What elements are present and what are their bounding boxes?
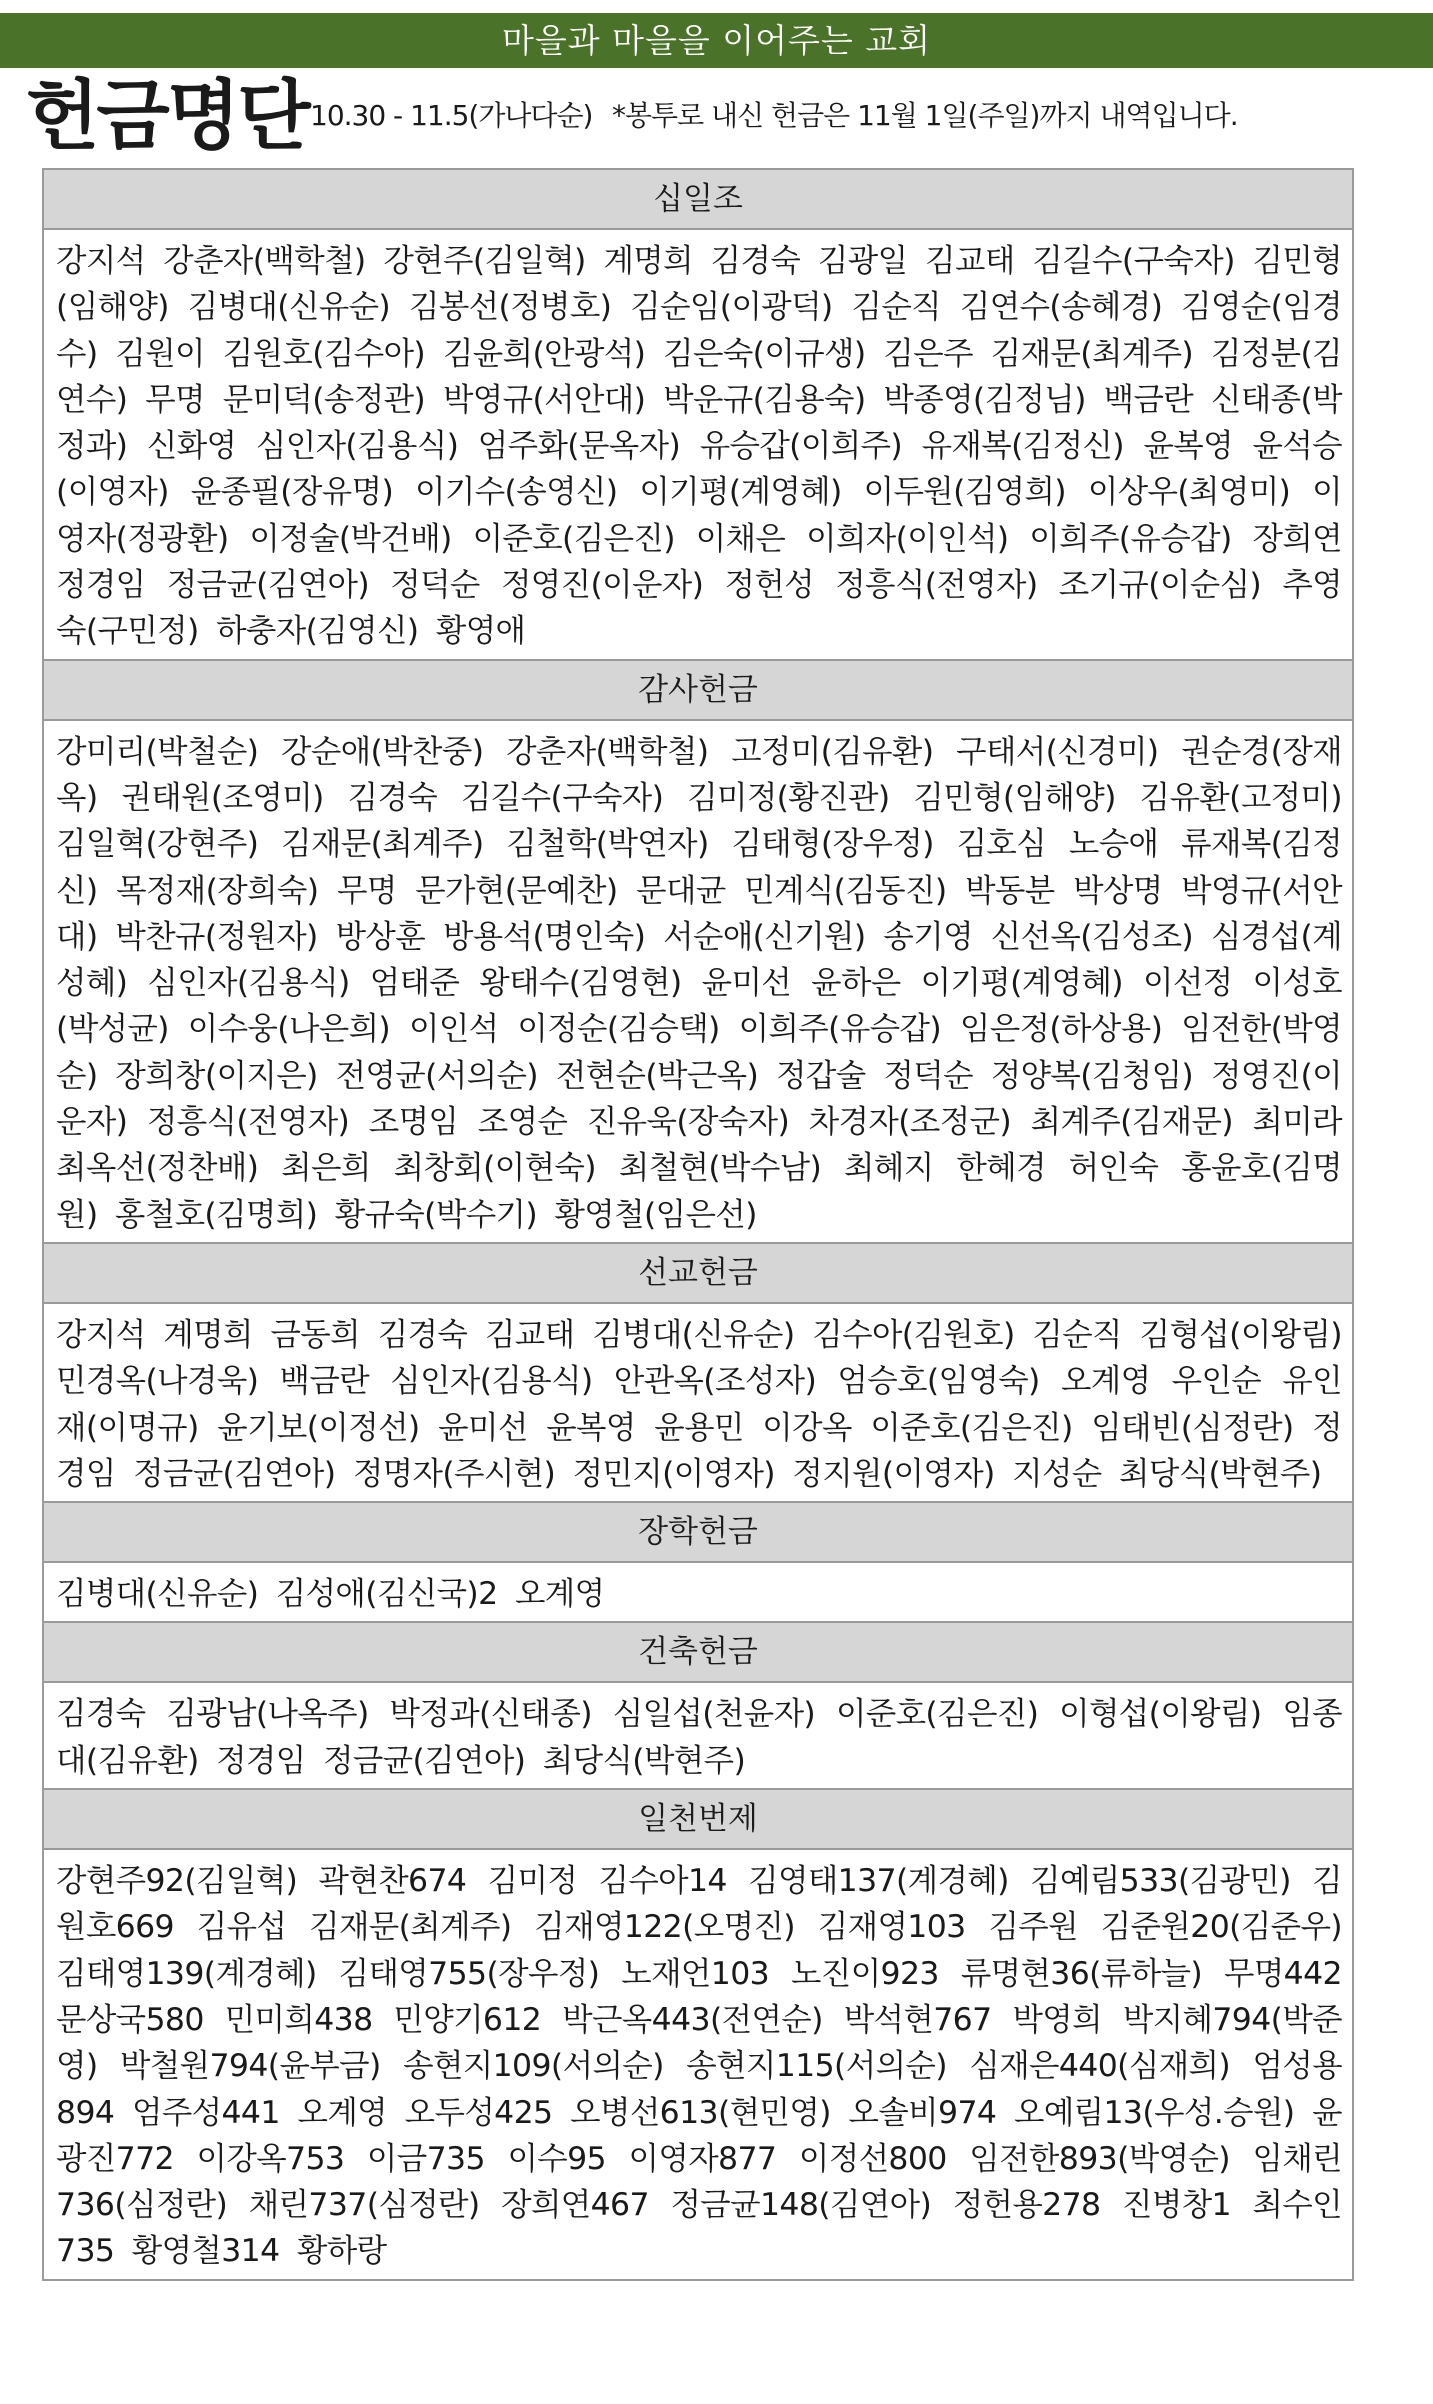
notice-text: *봉투로 내신 헌금은 11월 1일(주일)까지 내역입니다. — [612, 99, 1238, 132]
donor-list: 김경숙 김광남(나옥주) 박정과(신태종) 심일섭(천윤자) 이준호(김은진) 이형섭(이왕림) 임종대(김유환) 정경임 정금균(김연아) 최당식(박현주) — [56, 1696, 1342, 1779]
section-header: 건축헌금 — [44, 1623, 1352, 1683]
section-thanksgiving — [42, 659, 1354, 1242]
section-thousand-offering — [42, 1788, 1354, 2281]
section-scholarship — [42, 1501, 1354, 1621]
section-mission — [42, 1242, 1354, 1501]
donor-list: 김병대(신유순) 김성애(김신국)2 오계영 — [56, 1576, 605, 1613]
section-header: 장학헌금 — [44, 1503, 1352, 1563]
section-tithe — [42, 168, 1354, 659]
section-header: 선교헌금 — [44, 1244, 1352, 1304]
section-header: 감사헌금 — [44, 661, 1352, 721]
donor-list: 강현주92(김일혁) 곽현찬674 김미정 김수아14 김영태137(계경혜) 김예림533(김광민) 김원호669 김유섭 김재문(최계주) 김재영122(오명진) 김재영103 김주원 김준원20(김준우) 김태영139(계경혜) 김태영755(장우정) 노재언103 노진이923 류명현36(류하늘) 무명442 문상국580 민미희438 민양기612 박근옥443(전연순) 박석현767 박영희 박지혜794(박준영) 박철원794(윤부금) 송현지109(서의순) 송현지115(서의순) 심재은440(심재희) 엄성용894 엄주성441 오계영 오두성425 오병선613(현민영) 오솔비974 오예림13(우성.승원) 윤광진772 이강옥753 이금735 이수95 이영자877 이정선800 임전한893(박영순) 임채린736(심정란) 채린737(심정란) 장희연467 정금균148(김연아) 정헌용278 진병창1 최수인735 황영철314 황하랑 — [56, 1863, 1342, 2270]
donor-list: 강지석 계명희 금동희 김경숙 김교태 김병대(신유순) 김수아(김원호) 김순직 김형섭(이왕림) 민경옥(나경욱) 백금란 심인자(김용식) 안관옥(조성자) 엄승호(임영숙) 오계영 우인순 유인재(이명규) 윤기보(이정선) 윤미선 윤복영 윤용민 이강옥 이준호(김은진) 임태빈(심정란) 정경임 정금균(김연아) 정명자(주시현) 정민지(이영자) 정지원(이영자) 지성순 최당식(박현주) — [56, 1316, 1342, 1492]
date-range: 10.30 - 11.5(가나다순) — [310, 99, 593, 132]
donor-list: 강지석 강춘자(백학철) 강현주(김일혁) 계명희 김경숙 김광일 김교태 김길수(구숙자) 김민형(임해양) 김병대(신유순) 김봉선(정병호) 김순임(이광덕) 김순직 김연수(송혜경) 김영순(임경수) 김원이 김원호(김수아) 김윤희(안광석) 김은숙(이규생) 김은주 김재문(최계주) 김정분(김연수) 무명 문미덕(송정관) 박영규(서안대) 박운규(김용숙) 박종영(김정님) 백금란 신태종(박정과) 신화영 심인자(김용식) 엄주화(문옥자) 유승갑(이희주) 유재복(김정신) 윤복영 윤석승(이영자) 윤종필(장유명) 이기수(송영신) 이기평(계영혜) 이두원(김영희) 이상우(최영미) 이영자(정광환) 이정술(박건배) 이준호(김은진) 이채은 이희자(이인석) 이희주(유승갑) 장희연 정경임 정금균(김연아) 정덕순 정영진(이운자) 정헌성 정흥식(전영자) 조기규(이순심) 추영숙(구민정) 하충자(김영신) 황영애 — [56, 243, 1342, 650]
church-banner: 마을과 마을을 이어주는 교회 — [0, 13, 1433, 68]
section-header: 일천번제 — [44, 1790, 1352, 1850]
donor-list: 강미리(박철순) 강순애(박찬중) 강춘자(백학철) 고정미(김유환) 구태서(신경미) 권순경(장재옥) 권태원(조영미) 김경숙 김길수(구숙자) 김미정(황진관) 김민형(임해양) 김유환(고정미) 김일혁(강현주) 김재문(최계주) 김철학(박연자) 김태형(장우정) 김호심 노승애 류재복(김정신) 목정재(장희숙) 무명 문가현(문예찬) 문대균 민계식(김동진) 박동분 박상명 박영규(서안대) 박찬규(정원자) 방상훈 방용석(명인숙) 서순애(신기원) 송기영 신선옥(김성조) 심경섭(계성혜) 심인자(김용식) 엄태준 왕태수(김영현) 윤미선 윤하은 이기평(계영혜) 이선정 이성호(박성균) 이수웅(나은희) 이인석 이정순(김승택) 이희주(유승갑) 임은정(하상용) 임전한(박영순) 장희창(이지은) 전영균(서의순) 전현순(박근옥) 정갑술 정덕순 정양복(김청임) 정영진(이운자) 정흥식(전영자) 조명임 조영순 진유욱(장숙자) 차경자(조정군) 최계주(김재문) 최미라 최옥선(정찬배) 최은희 최창회(이현숙) 최철현(박수남) 최혜지 한혜경 허인숙 홍윤호(김명원) 홍철호(김명희) 황규숙(박수기) 황영철(임은선) — [56, 733, 1342, 1233]
section-header: 십일조 — [44, 170, 1352, 230]
page-title: 헌금명단 — [26, 71, 308, 160]
section-building — [42, 1621, 1354, 1788]
offering-table — [42, 168, 1354, 2281]
